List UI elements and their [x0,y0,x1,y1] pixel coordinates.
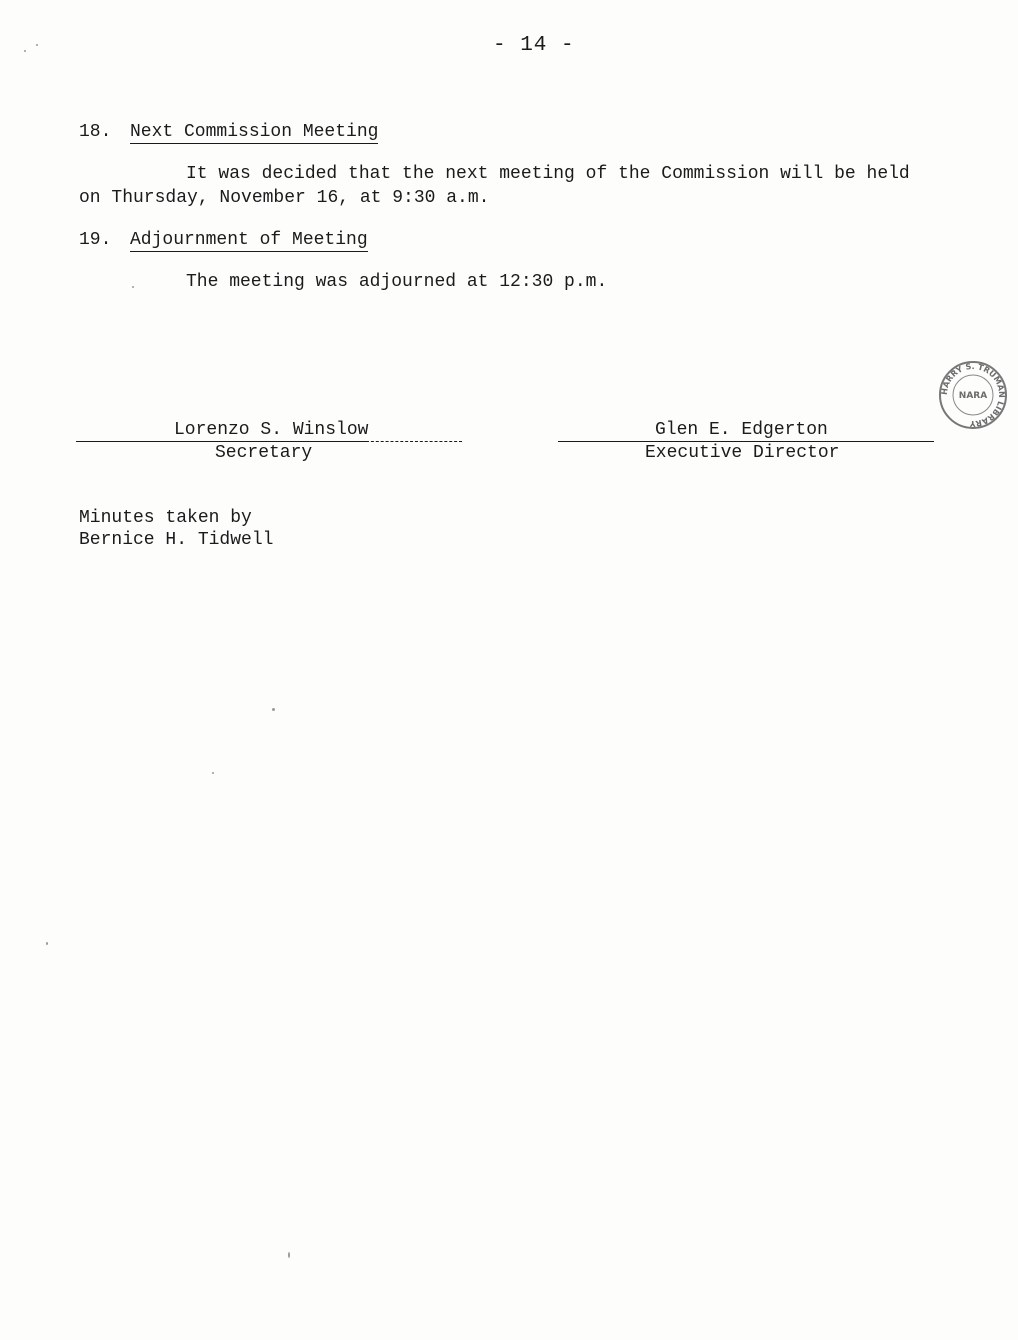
svg-text:NARA: NARA [958,391,988,401]
left-signature-line-dashed [366,441,462,442]
scan-speck [36,44,38,46]
right-signature-title: Executive Director [645,443,840,463]
item-18-text-line-1: It was decided that the next meeting of the Commission will be held [186,164,910,184]
minutes-taker-name: Bernice H. Tidwell [79,530,274,550]
minutes-taken-by-label: Minutes taken by [79,508,252,528]
page-number: - 14 - [493,34,575,57]
item-19-number: 19. [79,230,112,250]
scan-speck [132,286,134,288]
svg-text:HARRY S. TRUMAN LIBRARY: HARRY S. TRUMAN LIBRARY [939,361,1007,429]
left-signature-name: Lorenzo S. Winslow [174,420,369,440]
left-signature-title: Secretary [215,443,313,463]
scan-speck [24,50,26,52]
item-19-text-line-1: The meeting was adjourned at 12:30 p.m. [186,272,608,292]
item-18-number: 18. [79,122,112,142]
item-19-heading: Adjournment of Meeting [130,230,368,250]
scan-speck [288,1252,290,1258]
item-18-text-line-2: on Thursday, November 16, at 9:30 a.m. [79,188,490,208]
item-18-heading: Next Commission Meeting [130,122,379,142]
left-signature-line [76,441,366,442]
scan-speck [272,708,275,711]
scan-speck [212,772,214,774]
right-signature-line [558,441,934,442]
library-seal-stamp [938,360,1008,430]
right-signature-name: Glen E. Edgerton [655,420,828,440]
scan-speck [46,942,48,945]
